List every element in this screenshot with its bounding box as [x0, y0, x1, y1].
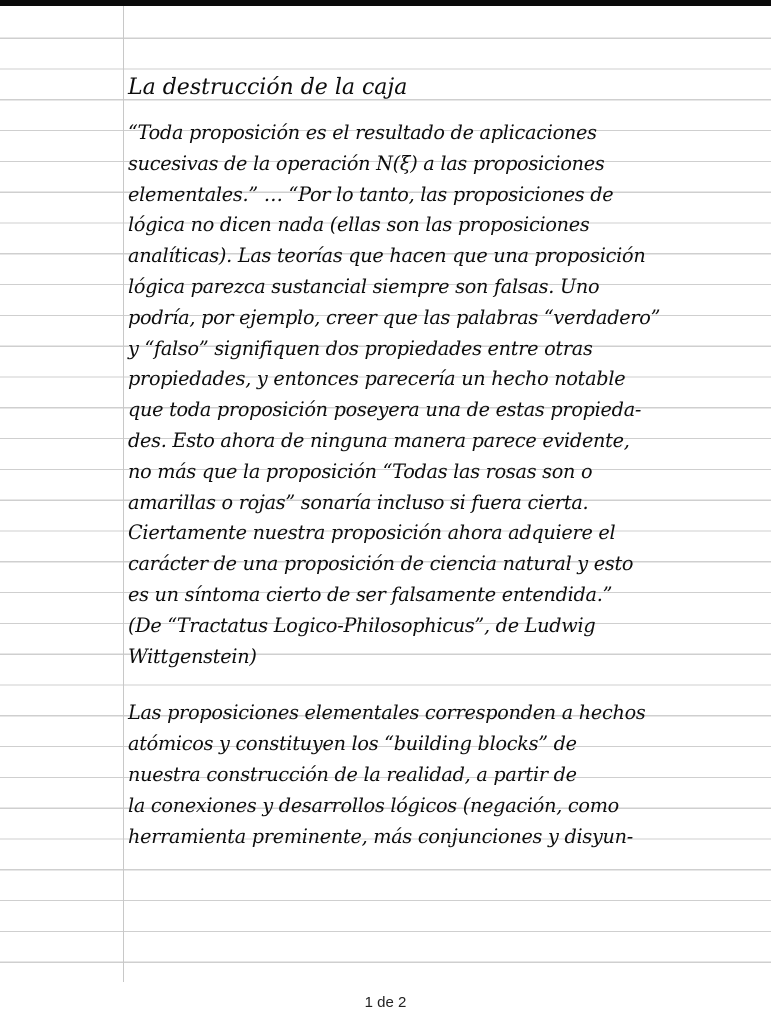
text-line: “Toda proposición es el resultado de aplicaciones: [128, 121, 597, 144]
text-line: amarillas o rojas” sonaría incluso si fuera cierta.: [128, 490, 589, 514]
commentary-paragraph: [128, 698, 768, 852]
text-line: (De “Tractatus Logico-Philosophicus”, de Ludwig: [128, 613, 596, 637]
text-line: nuestra construcción de la realidad, a partir de: [128, 762, 577, 786]
text-line: la conexiones y desarrollos lógicos (negación, como: [128, 793, 619, 817]
text-line: es un síntoma cierto de ser falsamente entendida.”: [128, 582, 613, 606]
text-line: lógica parezca sustancial siempre son falsas. Uno: [128, 274, 600, 298]
text-line: carácter de una proposición de ciencia natural y esto: [128, 552, 634, 576]
text-line: analíticas). Las teorías que hacen que una proposición: [128, 244, 646, 268]
text-line: atómicos y constituyen los “building blocks” de: [128, 732, 577, 756]
text-line: Ciertamente nuestra proposición ahora adquiere el: [128, 521, 616, 545]
text-line: Las proposiciones elementales corresponden a hechos: [128, 701, 646, 725]
page-indicator: 1 de 2: [364, 994, 407, 1011]
text-line: propiedades, y entonces parecería un hecho notable: [128, 367, 626, 391]
text-line: des. Esto ahora de ninguna manera parece evidente,: [128, 428, 630, 452]
text-line: que toda proposición poseyera una de estas propieda-: [128, 398, 642, 422]
text-line: lógica no dicen nada (ellas son las proposiciones: [128, 213, 590, 237]
text-line: herramienta preminente, más conjunciones y disyun-: [128, 824, 634, 848]
text-line: Wittgenstein): [128, 644, 257, 668]
quote-paragraph: [128, 118, 768, 672]
text-line: sucesivas de la operación N(ξ) a las proposiciones: [128, 151, 605, 175]
margin-line: [123, 6, 124, 982]
text-line: elementales.” … “Por lo tanto, las proposiciones de: [128, 182, 614, 206]
page-title: La destrucción de la caja: [128, 75, 408, 100]
text-line: podría, por ejemplo, creer que las palabras “verdadero”: [128, 305, 661, 329]
handwritten-text: [128, 68, 768, 852]
text-line: y “falso” signifiquen dos propiedades entre otras: [128, 336, 593, 360]
text-line: no más que la proposición “Todas las rosas son o: [128, 459, 593, 483]
